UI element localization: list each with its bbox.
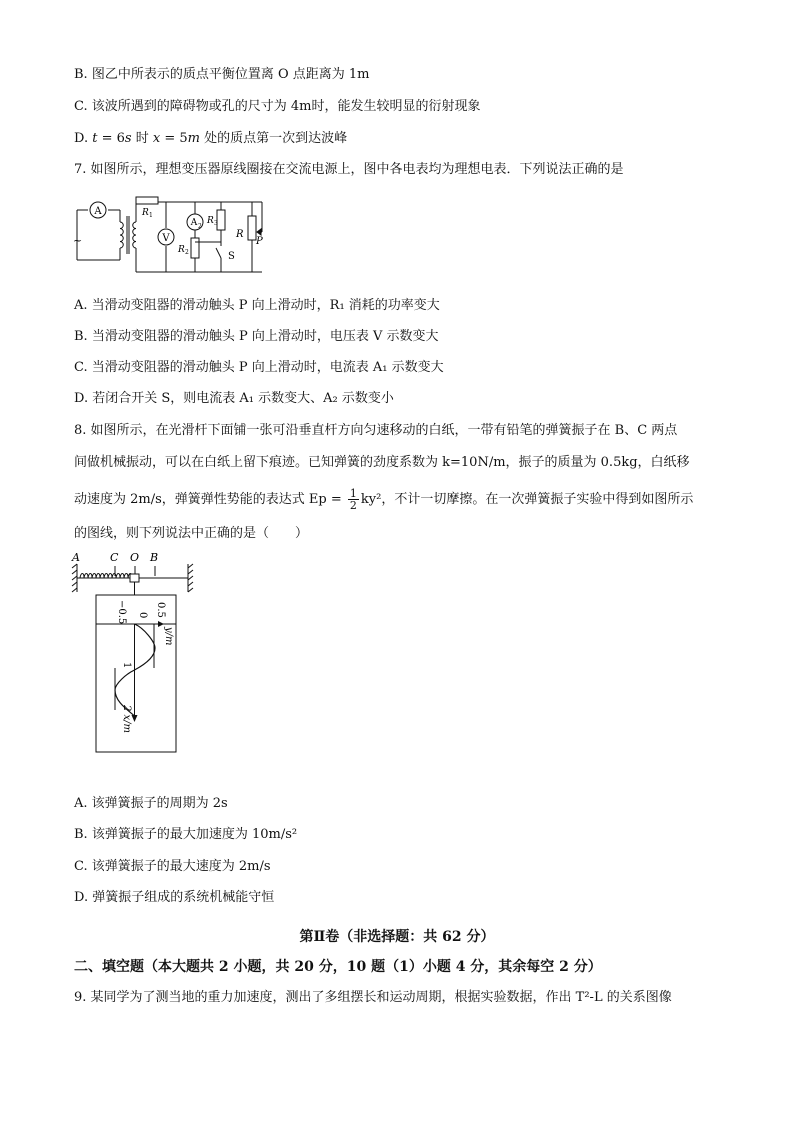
q8-option-a: A. 该弹簧振子的周期为 2s: [74, 796, 228, 811]
q9-stem: 9. 某同学为了测当地的重力加速度，测出了多组摆长和运动周期，根据实验数据，作出 T²-L 的关系图像: [74, 990, 672, 1005]
q7-option-a: A. 当滑动变阻器的滑动触头 P 向上滑动时，R₁ 消耗的功率变大: [74, 298, 440, 313]
slider-p-label: P: [256, 236, 263, 247]
label-o: O: [130, 551, 140, 564]
r3-label: R: [207, 216, 214, 226]
label-one: 1: [121, 662, 132, 669]
label-neg-half: −0.5: [116, 600, 127, 625]
ammeter-a1-label: A: [94, 206, 102, 217]
section-fill-in-title: 二、填空题（本大题共 2 小题，共 20 分，10 题（1）小题 4 分，其余每空 2 分）: [74, 959, 602, 975]
r1-sub: 1: [149, 212, 153, 219]
r2-label: R: [178, 245, 185, 255]
q7-stem: 7. 如图所示，理想变压器原线圈接在交流电源上，图中各电表均为理想电表．下列说法正确的是: [74, 162, 624, 177]
q6-option-c: C. 该波所遇到的障碍物或孔的尺寸为 4m时，能发生较明显的衍射现象: [74, 99, 481, 114]
half-fraction: $\frac{1}{2}$: [349, 487, 357, 512]
q8-option-d: D. 弹簧振子组成的系统机械能守恒: [74, 890, 275, 905]
q7-option-c: C. 当滑动变阻器的滑动触头 P 向上滑动时，电流表 A₁ 示数变大: [74, 360, 444, 375]
q7-option-d: D. 若闭合开关 S，则电流表 A₁ 示数变大、A₂ 示数变小: [74, 391, 394, 406]
transformer-circuit-diagram: [70, 190, 270, 276]
ac-source-symbol: ~: [73, 234, 83, 247]
q8-stem-line4: 的图线，则下列说法中正确的是（ ）: [74, 526, 309, 541]
part2-title: 第Ⅱ卷（非选择题：共 62 分）: [299, 929, 495, 945]
spring-oscillator-figure: [68, 550, 198, 755]
r2-sub: 2: [185, 249, 189, 256]
switch-s-label: S: [228, 251, 235, 262]
label-y-axis: y/m: [163, 627, 174, 646]
label-c: C: [110, 551, 119, 564]
q8-option-b: B. 该弹簧振子的最大加速度为 10m/s²: [74, 827, 298, 842]
q7-option-b: B. 当滑动变阻器的滑动触头 P 向上滑动时，电压表 V 示数变大: [74, 329, 439, 344]
q8-stem-line2: 间做机械振动，可以在白纸上留下痕迹。已知弹簧的劲度系数为 k=10N/m，振子的质量为 0.5kg，白纸移: [74, 455, 690, 470]
q8-stem-line1: 8. 如图所示，在光滑杆下面铺一张可沿垂直杆方向匀速移动的白纸，一带有铅笔的弹簧振子在 B、C 两点: [74, 423, 678, 438]
label-a: A: [72, 551, 80, 564]
q6-option-b: B. 图乙中所表示的质点平衡位置离 O 点距离为 1m: [74, 67, 370, 82]
label-b: B: [150, 551, 159, 564]
voltmeter-label: V: [162, 233, 170, 244]
r1-label: R: [142, 208, 149, 218]
ammeter-a2-sub: 2: [198, 223, 202, 230]
ammeter-a2-label: A: [190, 218, 198, 228]
label-pos-half: 0.5: [155, 602, 166, 618]
rheostat-r-label: R: [236, 229, 244, 240]
q8-option-c: C. 该弹簧振子的最大速度为 2m/s: [74, 859, 271, 874]
r3-sub: 3: [214, 220, 218, 227]
label-zero: 0: [137, 612, 148, 619]
q8-stem-line3: 动速度为 2m/s，弹簧弹性势能的表达式 Ep = $\frac{1}{2}$ ky²，不计一切摩擦。在一次弹簧振子实验中得到如图所示: [74, 487, 694, 512]
q6-option-d: D. t = 6s 时 x = 5m 处的质点第一次到达波峰: [74, 131, 348, 146]
label-x-axis: 2 x/m: [121, 705, 132, 734]
